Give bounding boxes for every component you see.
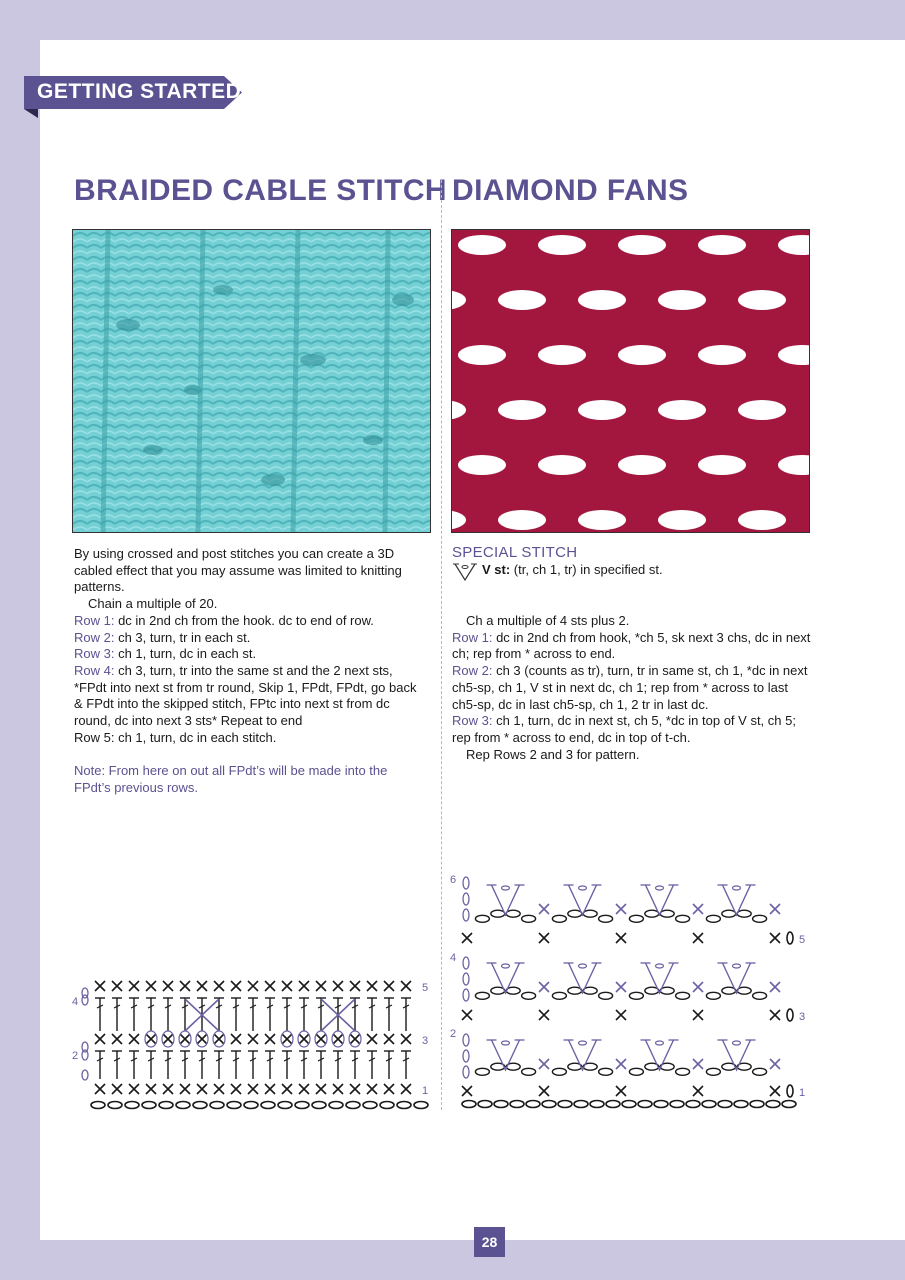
diamond-fans-photo	[451, 229, 810, 533]
row-label-4: 4	[450, 952, 457, 964]
diamond-fans-chart	[445, 865, 815, 1115]
row-label-5: 5	[799, 934, 806, 946]
right-row-3: Row 3: ch 1, turn, dc in next st, ch 5, *dc in top of V st, ch 5; rep from * across to end, dc in top of t-ch.	[452, 713, 796, 745]
vst-definition: V st: (tr, ch 1, tr) in specified st.	[452, 562, 663, 582]
right-row-1: Row 1: dc in 2nd ch from hook, *ch 5, sk next 3 chs, dc in next ch; rep from * across to end.	[452, 629, 811, 662]
row-label-4: 4	[72, 996, 79, 1008]
right-instructions	[452, 613, 814, 763]
left-row-1: Row 1: dc in 2nd ch from the hook. dc to end of row.	[74, 612, 374, 628]
right-repeat: Rep Rows 2 and 3 for pattern.	[466, 746, 640, 762]
special-stitch-heading: SPECIAL STITCH	[452, 544, 578, 561]
right-row-2: Row 2: ch 3 (counts as tr), turn, tr in same st, ch 1, *dc in next ch5-sp, ch 1, V st in next dc, ch 1; rep from * across to last ch5-sp, dc in last ch5-sp, ch 1, 2 tr in last dc.	[452, 663, 808, 712]
left-title: BRAIDED CABLE STITCH	[74, 174, 447, 207]
column-divider	[441, 180, 442, 1110]
row-label-2: 2	[450, 1028, 457, 1040]
left-intro: By using crossed and post stitches you can create a 3D cabled effect that you may assume was limited to knitting patterns.	[74, 546, 402, 595]
section-tab	[24, 76, 242, 109]
left-row-3: Row 3: ch 1, turn, dc in each st.	[74, 646, 257, 662]
row-label-6: 6	[450, 874, 457, 886]
row-label-1: 1	[799, 1087, 806, 1099]
left-row-5: Row 5: ch 1, turn, dc in each stitch.	[74, 729, 277, 745]
section-tab-label: GETTING STARTED	[37, 80, 242, 103]
right-title: DIAMOND FANS	[452, 174, 689, 207]
left-chain: Chain a multiple of 20.	[88, 596, 218, 612]
right-chain: Ch a multiple of 4 sts plus 2.	[466, 613, 630, 628]
braided-cable-photo	[72, 229, 431, 533]
page-number: 28	[474, 1227, 505, 1257]
row-label-5: 5	[422, 982, 429, 994]
v-stitch-icon	[452, 562, 482, 582]
braided-cable-chart	[70, 975, 440, 1115]
row-label-2: 2	[72, 1050, 79, 1062]
left-row-4: Row 4: ch 3, turn, tr into the same st and the 2 next sts, *FPdt into next st from tr round, Skip 1, FPdt, FPdt, go back & FPdt into the skipped stitch, FPtc into next st from dc round, dc into next 3 sts* Repeat to end	[74, 662, 417, 729]
left-instructions	[74, 546, 424, 797]
row-label-3: 3	[799, 1011, 806, 1023]
left-note: Note: From here on out all FPdt’s will be made into the FPdt’s previous rows.	[74, 763, 388, 796]
row-label-1: 1	[422, 1085, 429, 1097]
left-row-2: Row 2: ch 3, turn, tr in each st.	[74, 629, 251, 645]
row-label-3: 3	[422, 1035, 429, 1047]
